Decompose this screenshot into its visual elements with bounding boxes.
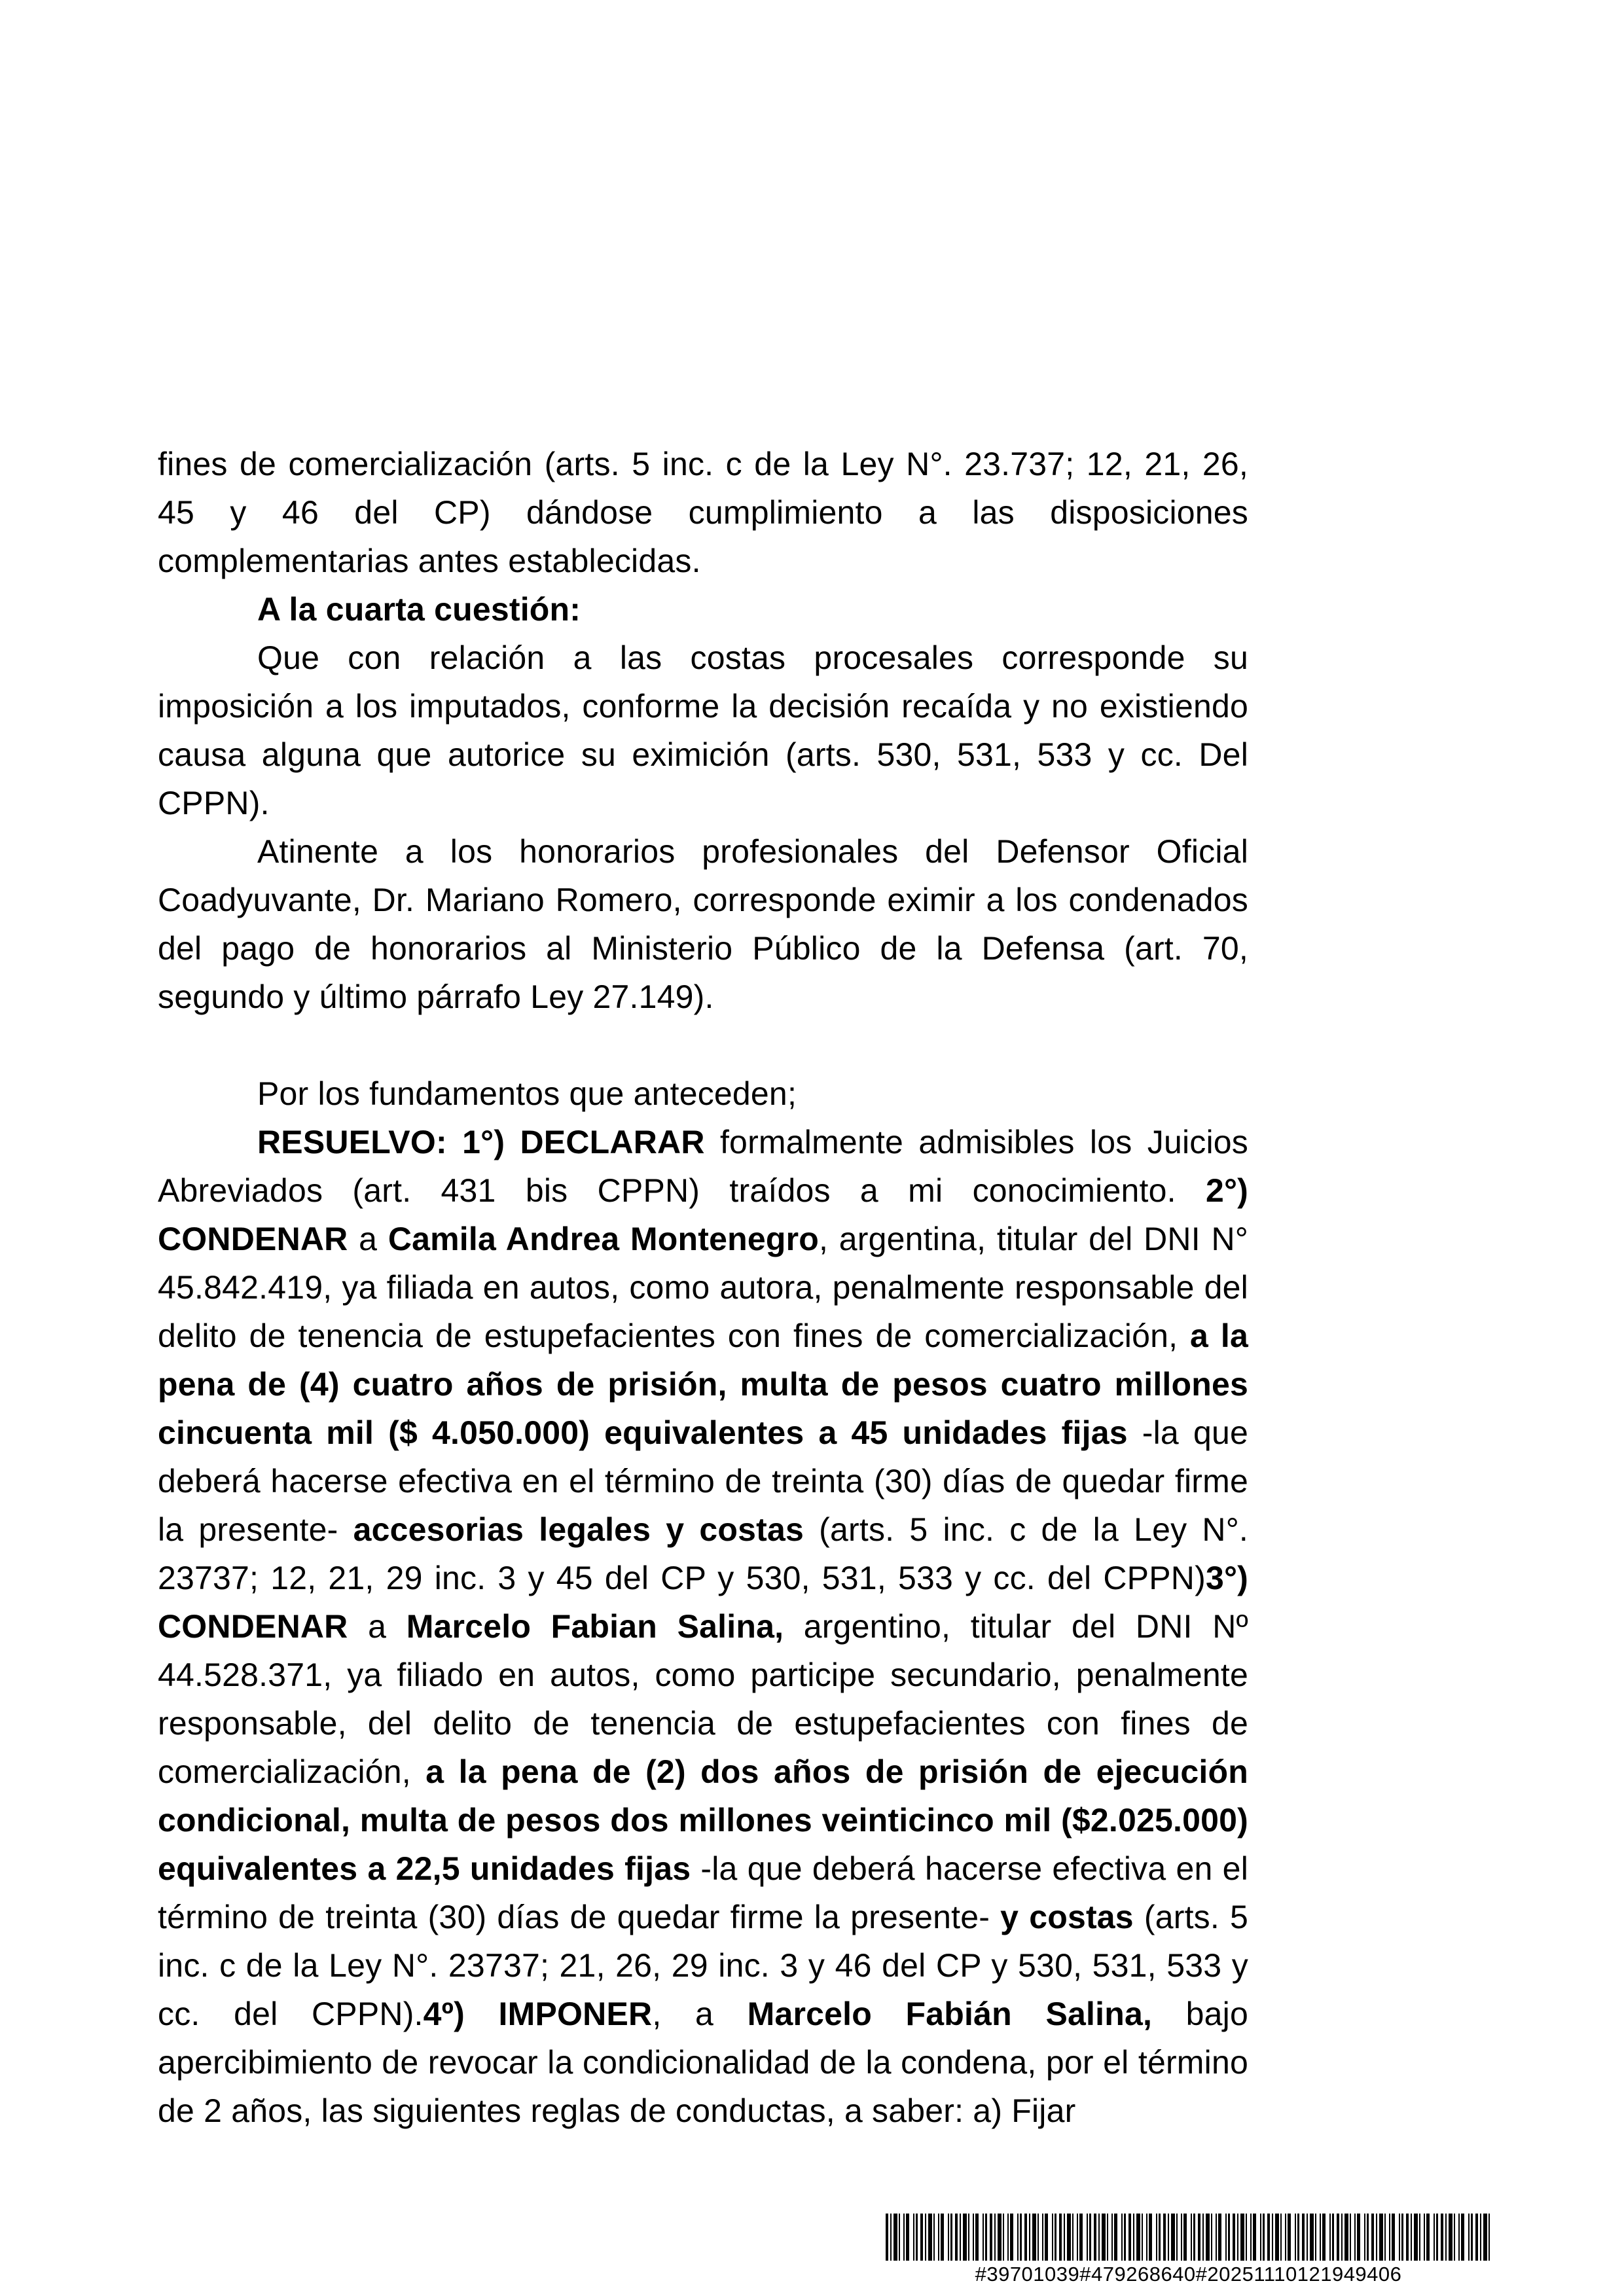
text-run: fines de comercialización (arts. 5 inc. c de la Ley N°. 23.737; 12, 21, 26, 45 y 46 del CP) dándose cumplimiento a las disposiciones complementarias antes establecidas. [158,446,1248,579]
section-heading-cuarta-cuestion [158,585,1248,634]
bold-text-run: 4º) IMPONER [423,1996,653,2032]
text-run: Que con relación a las costas procesales corresponde su imposición a los imputados, conforme la decisión recaída y no existiendo causa alguna que autorice su eximición (arts. 530, 531, 533 y cc. Del CPPN). [158,639,1248,821]
text-run: , argentina, titular del DNI N° 45.842.419, ya filiada en autos, como autora, penalmente responsable del delito de tenencia de estupefacientes con fines de comercialización, [158,1221,1248,1354]
text-run: , a [652,1996,748,2032]
bold-text-run: Camila Andrea Montenegro [388,1221,820,1257]
barcode-text: #39701039#479268640#20251110121949406 [975,2263,1402,2286]
bold-text-run: a la pena de (2) dos años de prisión de ejecución condicional, multa de pesos dos millones veinticinco mil ($2.025.000) equivalentes a 22,5 unidades fijas [158,1753,1249,1887]
paragraph-costas [158,634,1248,827]
bold-text-run: Marcelo Fabian Salina, [406,1608,784,1645]
barcode-block [886,2214,1491,2286]
bold-text-run: 2°) CONDENAR [158,1172,1248,1257]
text-run: Por los fundamentos que anteceden; [257,1075,797,1112]
text-run: (arts. 5 inc. c de la Ley N°. 23737; 12, 21, 29 inc. 3 y 45 del CP y 530, 531, 533 y cc. del CPPN) [158,1511,1249,1596]
text-run: formalmente admisibles los Juicios Abreviados (art. 431 bis CPPN) traídos a mi conocimiento. [158,1124,1248,1209]
paragraph-honorarios [158,827,1248,1021]
paragraph-resuelvo [158,1118,1248,2135]
bold-text-run: a la pena de (4) cuatro años de prisión, multa de pesos cuatro millones cincuenta mil ($ 4.050.000) equivalentes a 45 unidades fijas [158,1318,1249,1451]
bold-text-run: accesorias legales y costas [353,1511,804,1548]
text-run: Atinente a los honorarios profesionales del Defensor Oficial Coadyuvante, Dr. Mariano Romero, corresponde eximir a los condenados del pago de honorarios al Ministerio Público de la Defensa (art. 70, segundo y último párrafo Ley 27.149). [158,833,1248,1015]
paragraph-fundamentos [158,1069,1248,1118]
text-run: a [348,1608,406,1645]
text-run: a [348,1221,388,1257]
bold-text-run: Marcelo Fabián Salina, [747,1996,1153,2032]
bold-text-run: y costas [1000,1899,1134,1935]
bold-text-run: A la cuarta cuestión: [257,591,581,628]
paragraph-continuation [158,440,1248,585]
text-run: bajo apercibimiento de revocar la condicionalidad de la condena, por el término de 2 años, las siguientes reglas de conductas, a saber: a) Fijar [158,1996,1248,2129]
bold-text-run: RESUELVO: 1°) DECLARAR [257,1124,705,1160]
document-body [158,440,1248,2135]
bold-text-run: 3°) CONDENAR [158,1560,1248,1645]
text-run: -la que deberá hacerse efectiva en el término de treinta (30) días de quedar firme la presente- [158,1850,1248,1935]
text-run: -la que deberá hacerse efectiva en el término de treinta (30) días de quedar firme la presente- [158,1414,1248,1548]
text-run: argentino, titular del DNI Nº 44.528.371, ya filiado en autos, como participe secundario, penalmente responsable, del delito de tenencia de estupefacientes con fines de comercialización, [158,1608,1248,1790]
text-run: (arts. 5 inc. c de la Ley N°. 23737; 21, 26, 29 inc. 3 y 46 del CP y 530, 531, 533 y cc. del CPPN). [158,1899,1248,2032]
barcode-icon [886,2214,1491,2261]
